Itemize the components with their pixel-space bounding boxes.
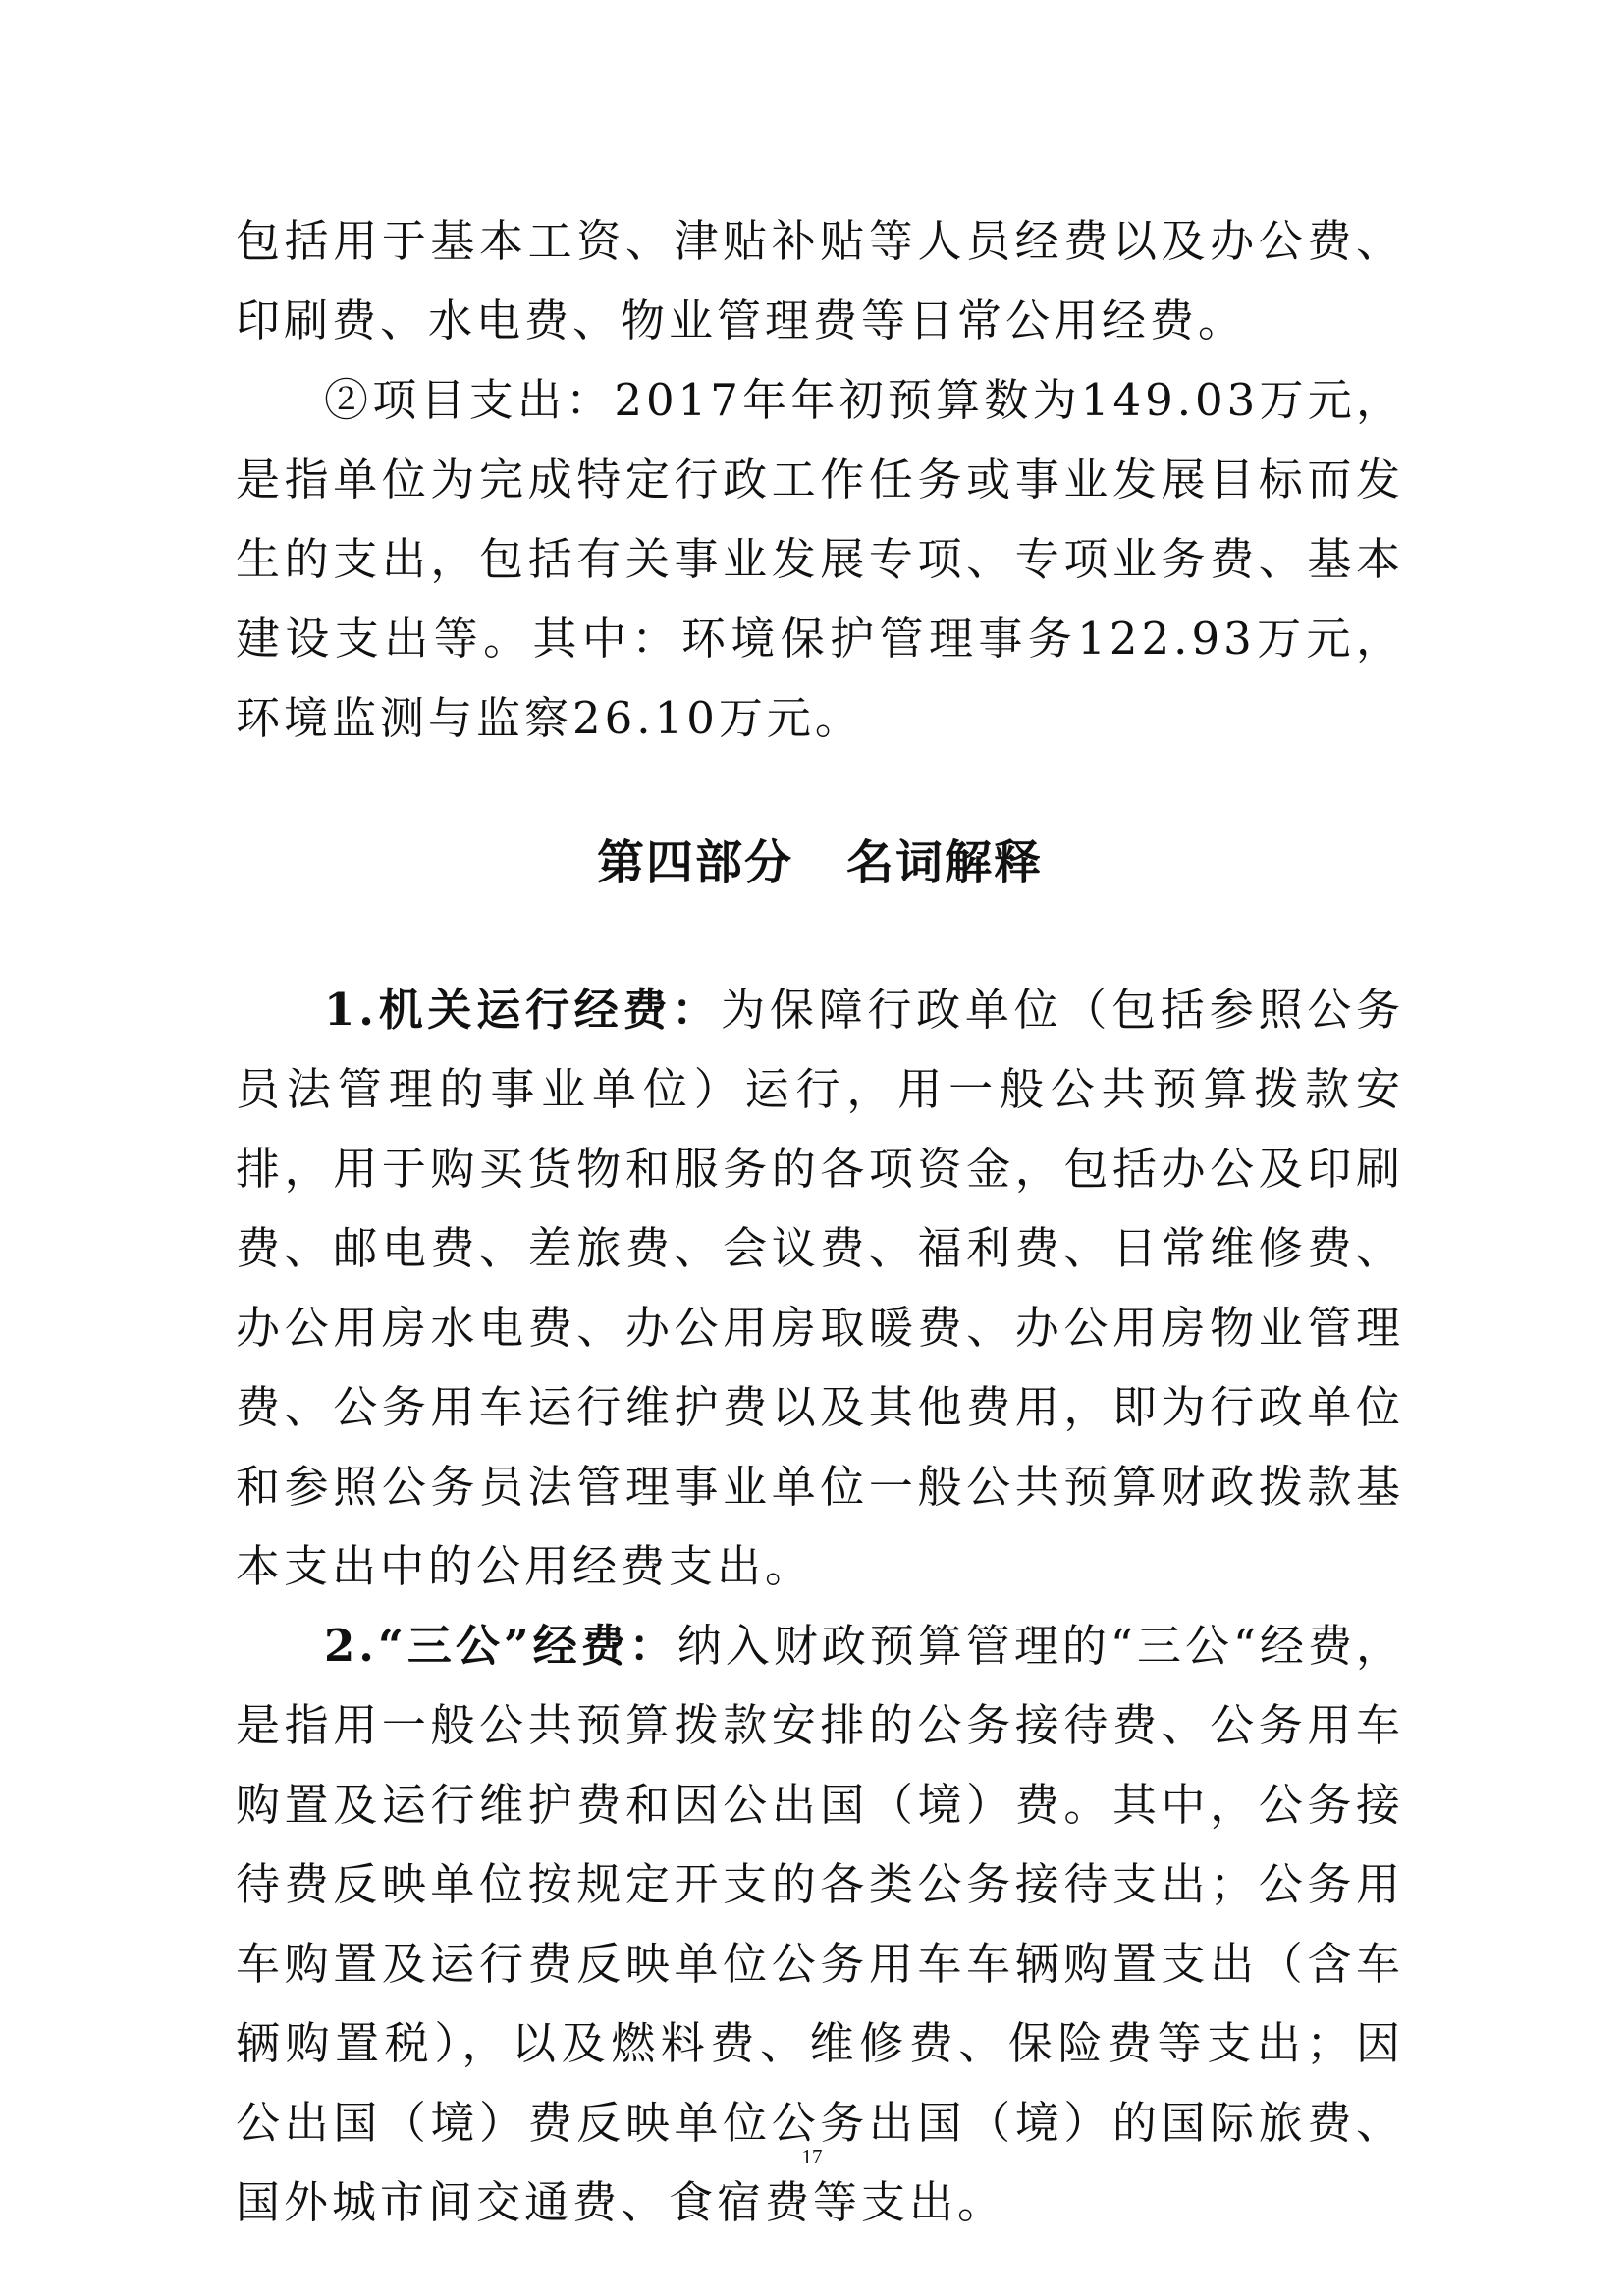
continuation-paragraph: 包括用于基本工资、津贴补贴等人员经费以及办公费、印刷费、水电费、物业管理费等日常公用经费。 xyxy=(236,215,1404,347)
page-number: 17 xyxy=(801,2145,823,2168)
section-title: 名词解释 xyxy=(846,835,1044,890)
term-definition-1 xyxy=(236,970,1404,1606)
term-label: 2.“三公”经费： xyxy=(324,1620,677,1672)
term-text: 为保障行政单位（包括参照公务员法管理的事业单位）运行，用一般公共预算拨款安排，用于购买货物和服务的各项资金，包括办公及印刷费、邮电费、差旅费、会议费、福利费、日常维修费、办公用房水电费、办公用房取暖费、办公用房物业管理费、公务用车运行维护费以及其他费用，即为行政单位和参照公务员法管理事业单位一般公共预算财政拨款基本支出中的公用经费支出。 xyxy=(236,984,1404,1592)
section-part-label: 第四部分 xyxy=(596,835,793,890)
term-text: 纳入财政预算管理的“三公“经费，是指用一般公共预算拨款安排的公务接待费、公务用车购置及运行维护费和因公出国（境）费。其中，公务接待费反映单位按规定开支的各类公务接待支出；公务用车购置及运行费反映单位公务用车车辆购置支出（含车辆购置税），以及燃料费、维修费、保险费等支出；因公出国（境）费反映单位公务出国（境）的国际旅费、国外城市间交通费、食宿费等支出。 xyxy=(236,1620,1404,2228)
project-expense-paragraph: ②项目支出：2017年年初预算数为149.03万元，是指单位为完成特定行政工作任务或事业发展目标而发生的支出，包括有关事业发展专项、专项业务费、基本建设支出等。其中：环境保护管理事务122.93万元，环境监测与监察26.10万元。 xyxy=(236,374,1404,744)
term-label: 1.机关运行经费： xyxy=(324,984,722,1036)
section-heading xyxy=(236,824,1404,903)
page-content xyxy=(236,201,1404,2242)
